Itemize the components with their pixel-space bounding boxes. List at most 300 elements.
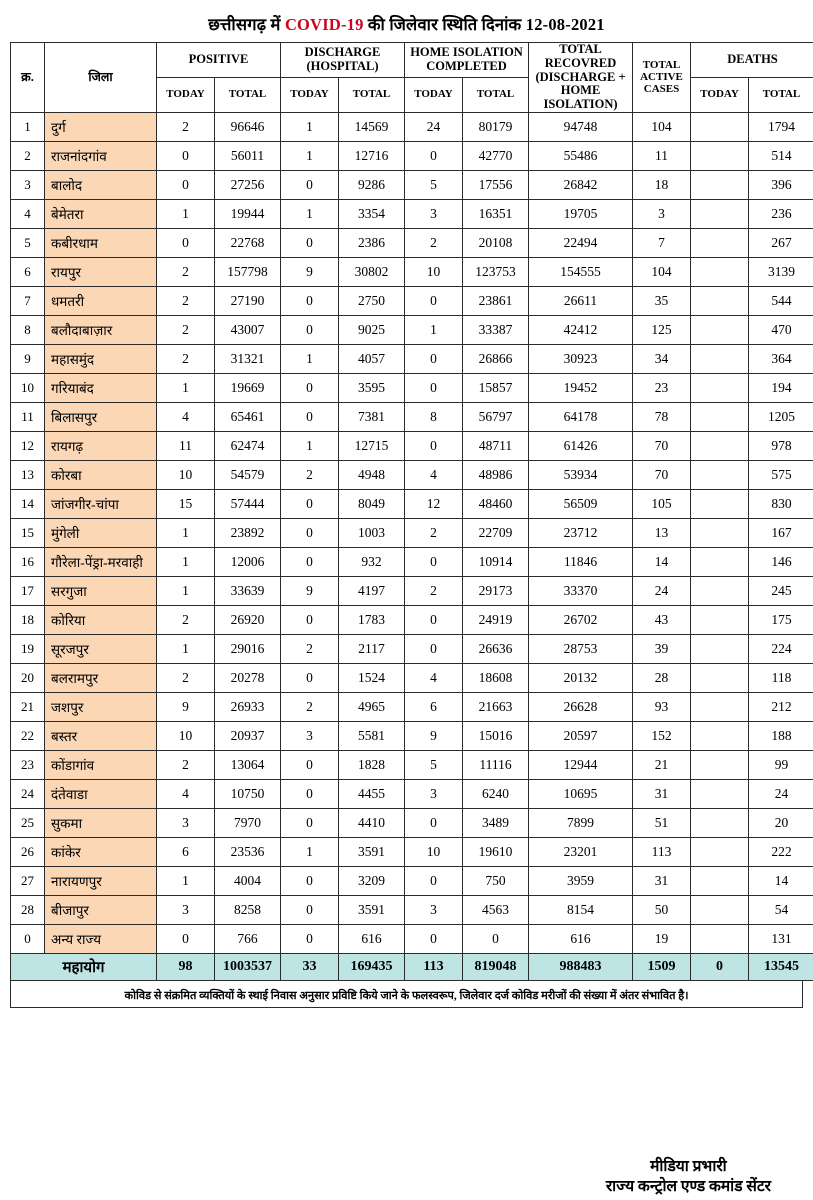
cell-active: 3 [633, 199, 691, 228]
cell-district: बस्तर [45, 721, 157, 750]
cell-hi-total: 80179 [463, 112, 529, 141]
cell-dis-today: 1 [281, 199, 339, 228]
cell-district: सुकमा [45, 808, 157, 837]
cell-pos-today: 2 [157, 315, 215, 344]
cell-d-today [691, 489, 749, 518]
cell-district: रायगढ़ [45, 431, 157, 460]
cell-sno: 11 [11, 402, 45, 431]
table-row [11, 866, 813, 895]
cell-hi-total: 15857 [463, 373, 529, 402]
cell-pos-today: 2 [157, 750, 215, 779]
cell-pos-total: 43007 [215, 315, 281, 344]
table-row [11, 228, 813, 257]
cell-district: बेमेतरा [45, 199, 157, 228]
cell-sno: 20 [11, 663, 45, 692]
cell-district: बालोद [45, 170, 157, 199]
cell-pos-today: 0 [157, 228, 215, 257]
header-deaths-total: TOTAL [749, 77, 813, 112]
cell-dis-total: 4057 [339, 344, 405, 373]
cell-active: 39 [633, 634, 691, 663]
header-discharge-total: TOTAL [339, 77, 405, 112]
cell-pos-total: 23892 [215, 518, 281, 547]
cell-d-total: 236 [749, 199, 813, 228]
cell-active: 35 [633, 286, 691, 315]
cell-sno: 25 [11, 808, 45, 837]
cell-hi-total: 33387 [463, 315, 529, 344]
cell-d-today [691, 634, 749, 663]
cell-recovered: 10695 [529, 779, 633, 808]
cell-dis-total: 616 [339, 924, 405, 953]
table-row [11, 460, 813, 489]
cell-hi-total: 3489 [463, 808, 529, 837]
cell-active: 21 [633, 750, 691, 779]
cell-district: बलरामपुर [45, 663, 157, 692]
table-row [11, 402, 813, 431]
cell-hi-today: 1 [405, 315, 463, 344]
cell-hi-total: 48986 [463, 460, 529, 489]
cell-district: जांजगीर-चांपा [45, 489, 157, 518]
cell-dis-today: 1 [281, 837, 339, 866]
cell-d-total: 118 [749, 663, 813, 692]
cell-pos-total: 20278 [215, 663, 281, 692]
cell-active: 31 [633, 779, 691, 808]
cell-active: 14 [633, 547, 691, 576]
cell-recovered: 19452 [529, 373, 633, 402]
cell-dis-total: 12715 [339, 431, 405, 460]
cell-active: 34 [633, 344, 691, 373]
cell-district: कोरिया [45, 605, 157, 634]
cell-recovered: 20597 [529, 721, 633, 750]
cell-dis-today: 0 [281, 489, 339, 518]
cell-d-today [691, 924, 749, 953]
cell-sno: 12 [11, 431, 45, 460]
cell-dis-total: 932 [339, 547, 405, 576]
cell-sno: 3 [11, 170, 45, 199]
cell-d-today [691, 344, 749, 373]
cell-sno: 28 [11, 895, 45, 924]
cell-dis-today: 0 [281, 605, 339, 634]
cell-d-today [691, 431, 749, 460]
cell-recovered: 56509 [529, 489, 633, 518]
cell-hi-total: 17556 [463, 170, 529, 199]
cell-hi-total: 16351 [463, 199, 529, 228]
cell-dis-total: 3595 [339, 373, 405, 402]
cell-recovered: 26702 [529, 605, 633, 634]
cell-recovered: 55486 [529, 141, 633, 170]
cell-hi-today: 3 [405, 895, 463, 924]
cell-dis-total: 9286 [339, 170, 405, 199]
table-row [11, 518, 813, 547]
cell-active: 105 [633, 489, 691, 518]
cell-hi-total: 21663 [463, 692, 529, 721]
cell-d-total: 364 [749, 344, 813, 373]
cell-district: नारायणपुर [45, 866, 157, 895]
table-row [11, 141, 813, 170]
table-row [11, 286, 813, 315]
cell-dis-today: 2 [281, 460, 339, 489]
cell-hi-today: 24 [405, 112, 463, 141]
cell-hi-today: 0 [405, 866, 463, 895]
table-row [11, 112, 813, 141]
cell-pos-today: 2 [157, 663, 215, 692]
cell-d-today [691, 663, 749, 692]
cell-district: अन्य राज्य [45, 924, 157, 953]
cell-d-today [691, 837, 749, 866]
cell-recovered: 12944 [529, 750, 633, 779]
cell-pos-total: 8258 [215, 895, 281, 924]
cell-dis-today: 0 [281, 547, 339, 576]
cell-pos-today: 3 [157, 895, 215, 924]
cell-active: 152 [633, 721, 691, 750]
cell-district: दुर्ग [45, 112, 157, 141]
cell-active: 7 [633, 228, 691, 257]
header-positive-today: TODAY [157, 77, 215, 112]
cell-d-total: 194 [749, 373, 813, 402]
cell-sno: 17 [11, 576, 45, 605]
cell-active: 93 [633, 692, 691, 721]
cell-hi-today: 4 [405, 460, 463, 489]
title-covid-highlight: COVID-19 [284, 15, 364, 34]
cell-d-total: 978 [749, 431, 813, 460]
cell-hi-today: 12 [405, 489, 463, 518]
header-home-isolation-line2: COMPLETED [426, 58, 507, 73]
cell-active: 104 [633, 112, 691, 141]
cell-d-total: 99 [749, 750, 813, 779]
table-body [11, 112, 813, 980]
cell-dis-today: 0 [281, 518, 339, 547]
cell-hi-total: 6240 [463, 779, 529, 808]
total-cell-pos-today: 98 [157, 953, 215, 980]
table-row [11, 721, 813, 750]
title-date: 12-08-2021 [525, 15, 605, 34]
cell-dis-today: 1 [281, 344, 339, 373]
cell-d-total: 575 [749, 460, 813, 489]
cell-dis-total: 2750 [339, 286, 405, 315]
header-home-isolation-today: TODAY [405, 77, 463, 112]
header-total-recovered [529, 43, 633, 113]
table-row [11, 663, 813, 692]
table-row [11, 634, 813, 663]
cell-dis-today: 0 [281, 924, 339, 953]
total-cell-dis-total: 169435 [339, 953, 405, 980]
cell-d-total: 167 [749, 518, 813, 547]
cell-hi-total: 18608 [463, 663, 529, 692]
table-row [11, 750, 813, 779]
cell-recovered: 26611 [529, 286, 633, 315]
cell-active: 113 [633, 837, 691, 866]
cell-recovered: 616 [529, 924, 633, 953]
cell-d-total: 267 [749, 228, 813, 257]
cell-sno: 13 [11, 460, 45, 489]
header-district: जिला [45, 43, 157, 113]
cell-d-total: 470 [749, 315, 813, 344]
total-cell-recovered: 988483 [529, 953, 633, 980]
cell-hi-total: 48460 [463, 489, 529, 518]
cell-district: कोंडागांव [45, 750, 157, 779]
cell-dis-total: 5581 [339, 721, 405, 750]
cell-d-total: 14 [749, 866, 813, 895]
cell-d-today [691, 141, 749, 170]
cell-pos-total: 54579 [215, 460, 281, 489]
header-total-active-line2: ACTIVE [640, 71, 683, 84]
cell-recovered: 3959 [529, 866, 633, 895]
header-discharge-line2: (HOSPITAL) [306, 58, 379, 73]
cell-hi-today: 5 [405, 750, 463, 779]
cell-dis-today: 9 [281, 257, 339, 286]
cell-d-total: 514 [749, 141, 813, 170]
cell-pos-today: 10 [157, 721, 215, 750]
cell-d-total: 131 [749, 924, 813, 953]
cell-dis-total: 9025 [339, 315, 405, 344]
cell-dis-total: 1524 [339, 663, 405, 692]
cell-recovered: 7899 [529, 808, 633, 837]
cell-dis-today: 1 [281, 141, 339, 170]
cell-hi-today: 8 [405, 402, 463, 431]
cell-hi-today: 0 [405, 605, 463, 634]
cell-district: महासमुंद [45, 344, 157, 373]
table-row [11, 837, 813, 866]
cell-d-today [691, 518, 749, 547]
cell-active: 70 [633, 460, 691, 489]
total-cell-dis-today: 33 [281, 953, 339, 980]
cell-district: धमतरी [45, 286, 157, 315]
cell-d-total: 396 [749, 170, 813, 199]
cell-hi-today: 4 [405, 663, 463, 692]
cell-active: 104 [633, 257, 691, 286]
cell-dis-today: 2 [281, 692, 339, 721]
cell-d-today [691, 199, 749, 228]
cell-dis-today: 0 [281, 808, 339, 837]
total-cell-d-total: 13545 [749, 953, 813, 980]
cell-pos-total: 96646 [215, 112, 281, 141]
cell-pos-today: 1 [157, 199, 215, 228]
cell-active: 11 [633, 141, 691, 170]
cell-d-today [691, 750, 749, 779]
cell-d-total: 544 [749, 286, 813, 315]
cell-dis-total: 14569 [339, 112, 405, 141]
cell-pos-today: 4 [157, 402, 215, 431]
cell-pos-total: 27190 [215, 286, 281, 315]
header-home-isolation [405, 43, 529, 78]
cell-sno: 21 [11, 692, 45, 721]
cell-dis-total: 4410 [339, 808, 405, 837]
signature-block [606, 1157, 771, 1196]
cell-pos-total: 7970 [215, 808, 281, 837]
table-row [11, 692, 813, 721]
header-home-isolation-total: TOTAL [463, 77, 529, 112]
cell-recovered: 30923 [529, 344, 633, 373]
table-header [11, 43, 813, 113]
cell-district: सूरजपुर [45, 634, 157, 663]
cell-dis-total: 4197 [339, 576, 405, 605]
cell-district: सरगुजा [45, 576, 157, 605]
cell-recovered: 53934 [529, 460, 633, 489]
cell-hi-total: 0 [463, 924, 529, 953]
cell-district: मुंगेली [45, 518, 157, 547]
table-row [11, 924, 813, 953]
cell-sno: 14 [11, 489, 45, 518]
cell-pos-total: 20937 [215, 721, 281, 750]
cell-d-today [691, 286, 749, 315]
cell-pos-total: 13064 [215, 750, 281, 779]
cell-d-today [691, 866, 749, 895]
header-home-isolation-line1: HOME ISOLATION [410, 45, 523, 60]
title-middle: की जिलेवार स्थिति दिनांक [363, 15, 526, 34]
cell-active: 19 [633, 924, 691, 953]
cell-hi-total: 22709 [463, 518, 529, 547]
header-total-active-line1: TOTAL [642, 59, 681, 72]
total-row-label: महायोग [11, 953, 157, 980]
cell-recovered: 20132 [529, 663, 633, 692]
cell-dis-total: 4948 [339, 460, 405, 489]
table-row [11, 315, 813, 344]
cell-sno: 1 [11, 112, 45, 141]
cell-recovered: 19705 [529, 199, 633, 228]
cell-dis-today: 0 [281, 895, 339, 924]
cell-pos-total: 12006 [215, 547, 281, 576]
cell-recovered: 23712 [529, 518, 633, 547]
cell-d-total: 222 [749, 837, 813, 866]
cell-d-total: 24 [749, 779, 813, 808]
cell-dis-total: 8049 [339, 489, 405, 518]
cell-active: 43 [633, 605, 691, 634]
cell-dis-today: 0 [281, 866, 339, 895]
cell-sno: 5 [11, 228, 45, 257]
cell-dis-today: 3 [281, 721, 339, 750]
cell-dis-total: 4455 [339, 779, 405, 808]
cell-dis-today: 0 [281, 228, 339, 257]
total-cell-hi-total: 819048 [463, 953, 529, 980]
cell-sno: 23 [11, 750, 45, 779]
cell-d-today [691, 373, 749, 402]
cell-pos-today: 10 [157, 460, 215, 489]
cell-dis-today: 0 [281, 315, 339, 344]
cell-district: कांकेर [45, 837, 157, 866]
cell-dis-total: 3209 [339, 866, 405, 895]
cell-sno: 19 [11, 634, 45, 663]
covid-district-table [10, 42, 813, 981]
cell-recovered: 26628 [529, 692, 633, 721]
cell-pos-today: 2 [157, 286, 215, 315]
cell-d-today [691, 460, 749, 489]
cell-pos-today: 3 [157, 808, 215, 837]
cell-pos-total: 26920 [215, 605, 281, 634]
total-cell-hi-today: 113 [405, 953, 463, 980]
cell-dis-total: 7381 [339, 402, 405, 431]
cell-district: कोरबा [45, 460, 157, 489]
cell-active: 125 [633, 315, 691, 344]
cell-sno: 0 [11, 924, 45, 953]
cell-active: 78 [633, 402, 691, 431]
cell-sno: 26 [11, 837, 45, 866]
cell-hi-today: 9 [405, 721, 463, 750]
cell-pos-today: 9 [157, 692, 215, 721]
header-deaths-today: TODAY [691, 77, 749, 112]
cell-dis-total: 2117 [339, 634, 405, 663]
cell-hi-today: 6 [405, 692, 463, 721]
cell-hi-today: 3 [405, 199, 463, 228]
cell-hi-today: 3 [405, 779, 463, 808]
cell-hi-today: 0 [405, 373, 463, 402]
table-row [11, 257, 813, 286]
cell-active: 18 [633, 170, 691, 199]
cell-d-today [691, 315, 749, 344]
header-total-recovered-line4: HOME ISOLATION) [543, 83, 618, 111]
cell-d-today [691, 576, 749, 605]
cell-district: बिलासपुर [45, 402, 157, 431]
cell-hi-today: 5 [405, 170, 463, 199]
cell-d-total: 146 [749, 547, 813, 576]
cell-d-total: 3139 [749, 257, 813, 286]
cell-dis-today: 9 [281, 576, 339, 605]
cell-sno: 9 [11, 344, 45, 373]
header-total-recovered-line1: TOTAL [559, 42, 602, 56]
cell-pos-today: 1 [157, 866, 215, 895]
cell-hi-total: 4563 [463, 895, 529, 924]
cell-district: बीजापुर [45, 895, 157, 924]
cell-pos-total: 33639 [215, 576, 281, 605]
cell-dis-today: 1 [281, 431, 339, 460]
cell-active: 13 [633, 518, 691, 547]
cell-sno: 18 [11, 605, 45, 634]
cell-d-total: 212 [749, 692, 813, 721]
cell-d-today [691, 692, 749, 721]
cell-d-total: 20 [749, 808, 813, 837]
cell-hi-today: 10 [405, 837, 463, 866]
cell-district: गौरेला-पेंड्रा-मरवाही [45, 547, 157, 576]
cell-hi-today: 0 [405, 286, 463, 315]
cell-recovered: 42412 [529, 315, 633, 344]
table-row [11, 576, 813, 605]
cell-d-total: 1205 [749, 402, 813, 431]
cell-d-today [691, 895, 749, 924]
cell-sno: 4 [11, 199, 45, 228]
cell-sno: 7 [11, 286, 45, 315]
cell-pos-today: 6 [157, 837, 215, 866]
cell-d-total: 188 [749, 721, 813, 750]
header-positive-total: TOTAL [215, 77, 281, 112]
cell-d-today [691, 257, 749, 286]
cell-hi-total: 123753 [463, 257, 529, 286]
table-row [11, 779, 813, 808]
cell-hi-total: 20108 [463, 228, 529, 257]
total-cell-pos-total: 1003537 [215, 953, 281, 980]
cell-sno: 15 [11, 518, 45, 547]
cell-hi-total: 19610 [463, 837, 529, 866]
cell-dis-today: 0 [281, 402, 339, 431]
cell-pos-today: 1 [157, 373, 215, 402]
cell-pos-total: 157798 [215, 257, 281, 286]
cell-recovered: 11846 [529, 547, 633, 576]
cell-district: कबीरधाम [45, 228, 157, 257]
cell-recovered: 8154 [529, 895, 633, 924]
cell-hi-today: 2 [405, 518, 463, 547]
cell-hi-total: 42770 [463, 141, 529, 170]
cell-dis-total: 3591 [339, 895, 405, 924]
footnote: कोविड से संक्रमित व्यक्तियों के स्थाई निवास अनुसार प्रविष्टि किये जाने के फलस्वरूप, जिलेवार दर्ज कोविड मरीजों की संख्या में अंतर संभावित है। [10, 981, 803, 1008]
cell-hi-total: 23861 [463, 286, 529, 315]
cell-hi-total: 24919 [463, 605, 529, 634]
cell-hi-today: 10 [405, 257, 463, 286]
cell-active: 70 [633, 431, 691, 460]
header-sno: क्र. [11, 43, 45, 113]
header-discharge-today: TODAY [281, 77, 339, 112]
cell-hi-today: 0 [405, 344, 463, 373]
cell-pos-total: 766 [215, 924, 281, 953]
cell-district: रायपुर [45, 257, 157, 286]
cell-pos-today: 15 [157, 489, 215, 518]
cell-district: गरियाबंद [45, 373, 157, 402]
